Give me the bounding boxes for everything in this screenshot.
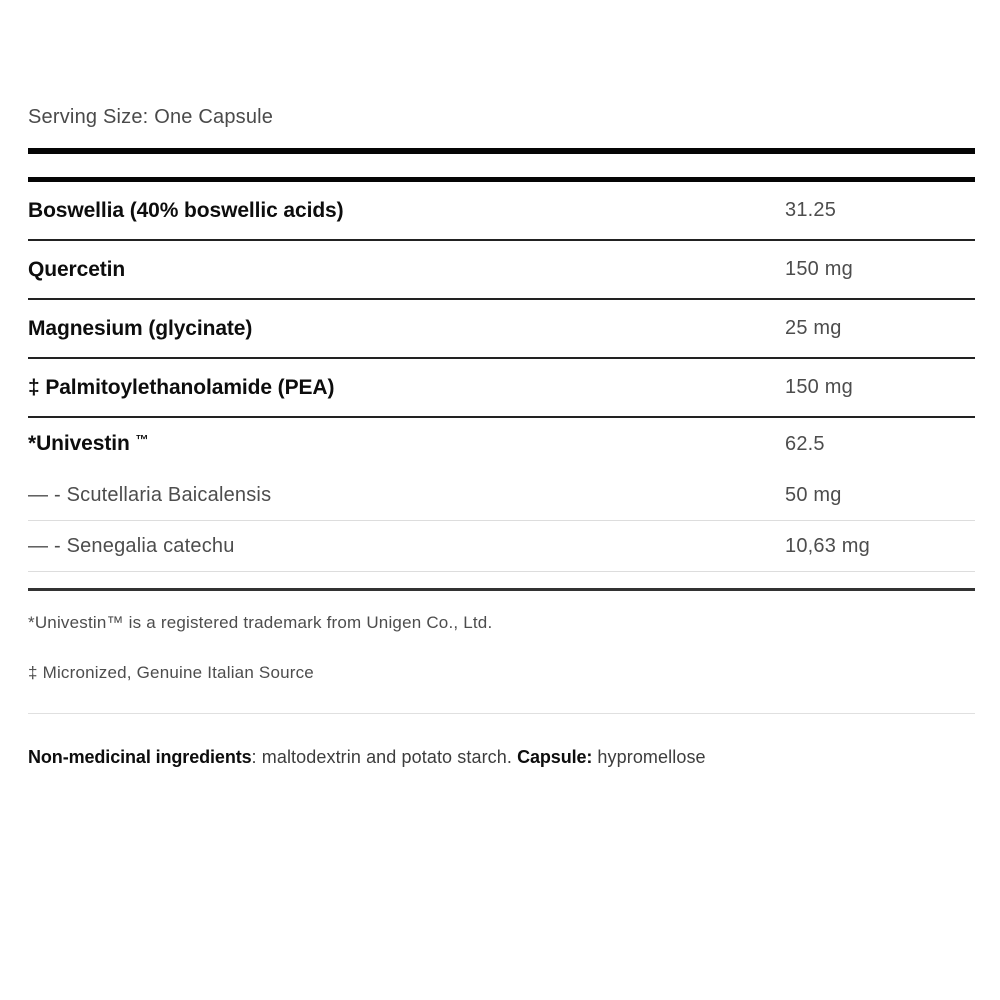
footnotes (28, 591, 975, 683)
ingredient-amount: 10,63 mg (785, 534, 870, 557)
table-row (28, 182, 975, 241)
table-subrow (28, 470, 975, 521)
trademark-symbol: ™ (135, 432, 149, 447)
bottom-light-rule (28, 713, 975, 714)
serving-size-text: Serving Size: One Capsule (28, 106, 274, 128)
table-row (28, 359, 975, 418)
non-medicinal-text: : maltodextrin and potato starch. (251, 747, 518, 767)
ingredient-name-text: *Univestin (28, 432, 130, 455)
non-medicinal-ingredients-line (28, 747, 975, 768)
ingredient-amount: 50 mg (785, 483, 842, 506)
non-medicinal-label: Non-medicinal ingredients (28, 747, 252, 767)
ingredient-amount: 62.5 (785, 432, 825, 455)
ingredient-name (28, 432, 785, 456)
ingredient-amount: 31.25 (785, 199, 837, 221)
capsule-text: hypromellose (592, 747, 706, 767)
ingredient-name: Boswellia (40% boswellic acids) (28, 198, 344, 222)
supplement-facts-label (28, 0, 975, 768)
table-row (28, 241, 975, 300)
ingredients-table (28, 182, 975, 572)
ingredient-name: Quercetin (28, 257, 126, 281)
sub-ingredient-name: — - Scutellaria Baicalensis (28, 483, 272, 506)
ingredient-name: Magnesium (glycinate) (28, 316, 253, 340)
rule-gap (28, 154, 975, 177)
footnote-micronized: ‡ Micronized, Genuine Italian Source (28, 663, 314, 682)
capsule-label: Capsule: (517, 747, 593, 767)
ingredient-amount: 150 mg (785, 258, 853, 280)
footnote-univestin-trademark: *Univestin™ is a registered trademark from Unigen Co., Ltd. (28, 613, 493, 632)
ingredient-name: ‡ Palmitoylethanolamide (PEA) (28, 375, 335, 399)
sub-ingredient-name: — - Senegalia catechu (28, 534, 235, 557)
ingredient-amount: 25 mg (785, 317, 842, 339)
ingredient-amount: 150 mg (785, 376, 853, 398)
table-row (28, 300, 975, 359)
table-subrow (28, 521, 975, 572)
table-row (28, 418, 975, 470)
